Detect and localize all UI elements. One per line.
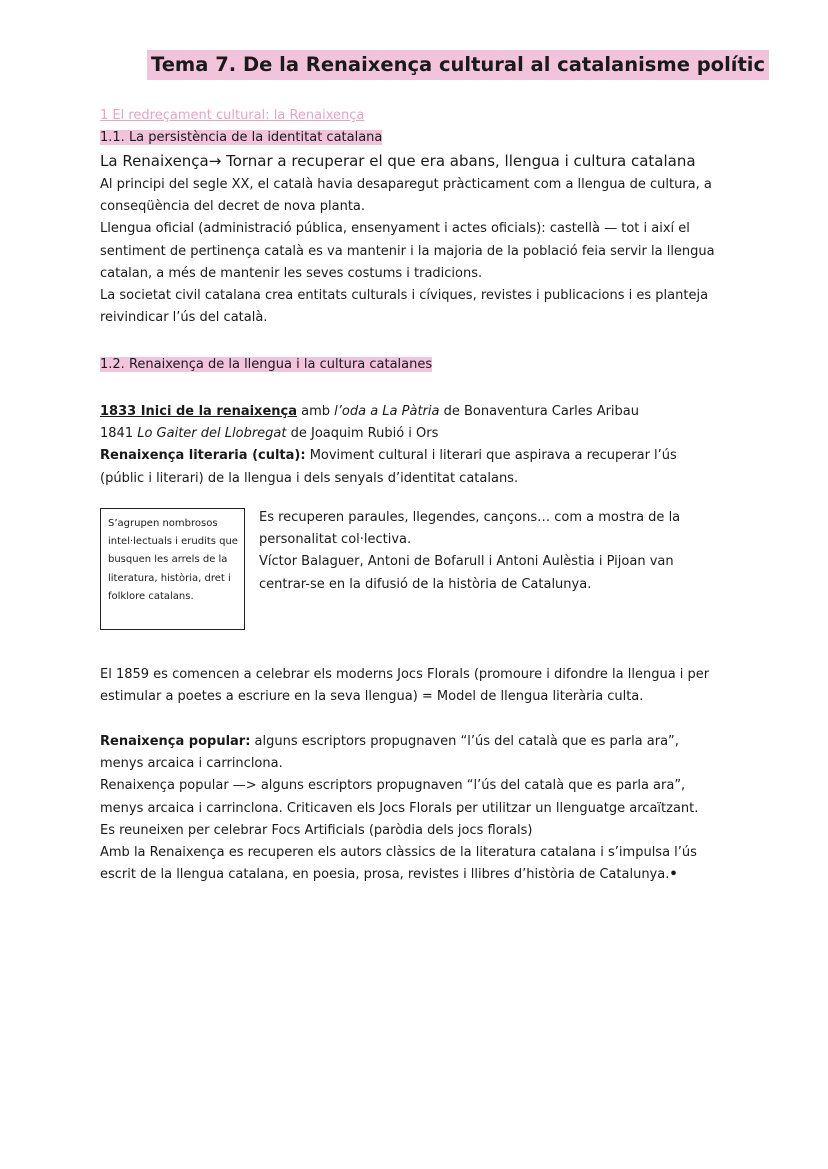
oda-title: l’oda a La Pàtria — [334, 404, 440, 419]
renaixenca-lead: La Renaixença→ Tornar a recuperar el que era abans, llengua i cultura catalana — [100, 152, 696, 170]
gaiter-title: Lo Gaiter del Llobregat — [137, 426, 287, 442]
section-heading-link[interactable]: 1 El redreçament cultural: la Renaixença — [100, 108, 365, 123]
subheading-1-1 — [100, 129, 382, 147]
popular-block — [100, 731, 715, 886]
paragraph-llengua-oficial: Llengua oficial (administració pública, ensenyament i actes oficials): castellà — tot i així el sentiment de pertinença català es va mantenir i la majoria de la població feia servir la llengua catalan, a més de mantenir les seves costums i tradicions. — [100, 221, 715, 281]
renaixenca-literaria: Renaixença literaria (culta): Moviment cultural i literari que aspirava a recuperar l’ús (públic i literari) de la llengua i dels senyals d’identitat catalans. — [100, 448, 677, 486]
bold-1833: 1833 Inici de la renaixença — [100, 404, 297, 419]
paragraph-societat-civil: La societat civil catalana crea entitats culturals i cíviques, revistes i publicacions i es planteja reivindicar l’ús del català. — [100, 288, 709, 326]
subheading-1-1-text: 1.1. La persistència de la identitat catalana — [100, 130, 383, 145]
side-note-text: S’agrupen nombrosos intel·lectuals i erudits que busquen les arrels de la literatura, història, dret i folklore catalans. — [108, 518, 238, 602]
end-mark: • — [669, 867, 678, 883]
side-note-box — [100, 508, 245, 630]
line-1841: 1841 Lo Gaiter del Llobregat de Joaquim Rubió i Ors — [100, 426, 439, 442]
page-title: Tema 7. De la Renaixença cultural al catalanisme polític — [147, 50, 769, 80]
renaixenca-popular: Renaixença popular: alguns escriptors propugnaven “l’ús del català que es parla ara”, menys arcaica i carrinclona. — [100, 734, 679, 772]
paragraph-decret: Al principi del segle XX, el català havia desaparegut pràcticament com a llengua de cultura, a conseqüència del decret de nova planta. — [100, 177, 712, 215]
literaria-label: Renaixença literaria (culta): — [100, 448, 306, 464]
balaguer-bofarull: Víctor Balaguer, Antoni de Bofarull i Antoni Aulèstia i Pijoan van centrar-se en la difusió de la història de Catalunya. — [259, 554, 674, 592]
popular-criticaven: Renaixença popular —> alguns escriptors propugnaven “l’ús del català que es parla ara”, menys arcaica i carrinclona. Criticaven els Jocs Florals per utilitzar un llenguatge arcaïtzant. — [100, 778, 699, 816]
recuperen-paraules: Es recuperen paraules, llegendes, cançons… com a mostra de la personalitat col·lectiva. — [259, 510, 681, 548]
jocs-florals-paragraph: El 1859 es comencen a celebrar els moderns Jocs Florals (promoure i difondre la llengua i per estimular a poetes a escriure en la seva llengua) = Model de llengua literària culta. — [100, 667, 710, 705]
popular-label: Renaixença popular: — [100, 734, 251, 749]
section1-body — [100, 174, 715, 329]
chronology-block — [100, 401, 715, 490]
focs-artificials: Es reuneixen per celebrar Focs Artificials (paròdia dels jocs florals) — [100, 822, 533, 838]
box-side-text — [259, 507, 709, 596]
subheading-1-2-text: 1.2. Renaixença de la llengua i la cultura catalanes — [100, 357, 433, 372]
autors-classics: Amb la Renaixença es recuperen els autors clàssics de la literatura catalana i s’impulsa l’ús escrit de la llengua catalana, en poesia, prosa, revistes i llibres d’història de Catalunya.• — [100, 845, 697, 883]
subheading-1-2 — [100, 356, 432, 374]
line-1833: 1833 Inici de la renaixença amb l’oda a La Pàtria de Bonaventura Carles Aribau — [100, 404, 639, 419]
